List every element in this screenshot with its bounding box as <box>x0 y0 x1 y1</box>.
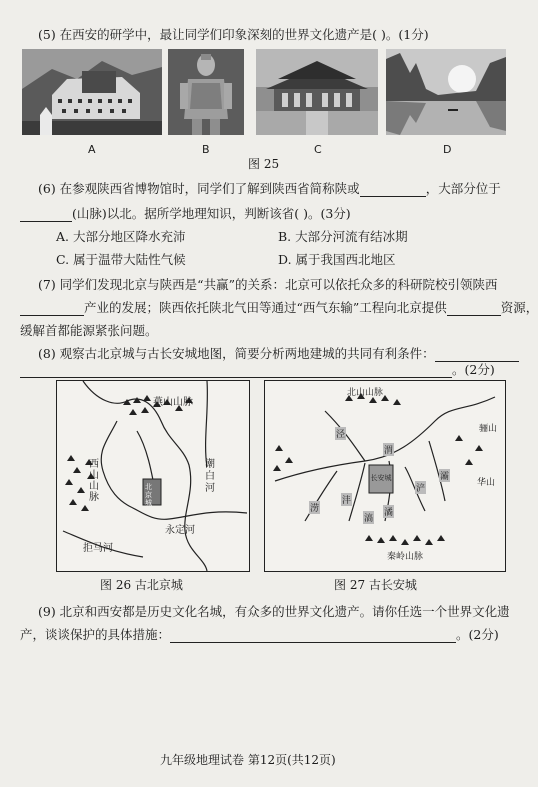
mountain-glyphs <box>65 395 193 511</box>
q8-blank-2[interactable] <box>20 364 452 378</box>
q6-line1 <box>38 181 501 197</box>
q8-line2-end: 。(2分) <box>452 362 495 377</box>
q6-choice-d: D. 属于我国西北地区 <box>278 252 396 267</box>
q9-line2-text: 产，谈谈保护的具体措施： <box>20 627 171 642</box>
q6-blank-mountain[interactable] <box>20 208 72 222</box>
q6-line1-tail: ，大部分位于 <box>425 181 501 196</box>
figure25-caption: 图 25 <box>248 157 280 171</box>
q9-line2 <box>20 627 499 643</box>
label-hao: 滈 <box>363 511 374 524</box>
q6-choice-a: A. 大部分地区降水充沛 <box>56 229 186 244</box>
q6-line2 <box>20 206 351 222</box>
yongding-river-line <box>101 421 247 519</box>
q7-line2 <box>20 300 538 316</box>
label-jue: 潏 <box>383 505 394 518</box>
q7-blank-industry[interactable] <box>20 302 84 316</box>
map-beijing <box>56 380 250 572</box>
q8-blank-1[interactable] <box>435 348 519 362</box>
figure26-caption: 图 26 古北京城 <box>100 578 183 592</box>
q6-line1-text: (6) 在参观陕西省博物馆时，同学们了解到陕西省简称陕或 <box>38 181 360 196</box>
option-a-label: A <box>88 143 96 156</box>
label-beijing-city: 北京城 <box>145 483 152 507</box>
label-ba: 灞 <box>439 469 450 482</box>
label-lao: 涝 <box>309 501 320 514</box>
photo-b-warrior <box>168 49 244 135</box>
q6-choice-b: B. 大部分河流有结冰期 <box>278 229 408 244</box>
q7-line3: 缓解首都能源紧张问题。 <box>20 323 158 338</box>
q7-line2-tail: 资源， <box>500 300 538 315</box>
map-changan <box>264 380 506 572</box>
label-huashan: 华山 <box>477 478 496 488</box>
q9-line2-end: 。(2分) <box>456 627 499 642</box>
q8-line1 <box>38 346 519 362</box>
photo-d-landscape <box>386 49 506 135</box>
option-b-label: B <box>202 143 210 156</box>
label-xishan: 西山山脉 <box>89 459 99 503</box>
q6-blank-abbr[interactable] <box>360 183 426 197</box>
label-feng: 沣 <box>341 493 352 506</box>
q9-line1: (9) 北京和西安都是历史文化名城，有众多的世界文化遗产。请你任选一个世界文化遗 <box>38 604 510 619</box>
q7-line1: (7) 同学们发现北京与陕西是“共赢”的关系：北京可以依托众多的科研院校引领陕西 <box>38 277 498 292</box>
label-chan: 浐 <box>415 481 426 494</box>
figure27-caption: 图 27 古长安城 <box>334 578 417 592</box>
page-footer: 九年级地理试卷 第12页(共12页) <box>160 753 336 767</box>
photo-c-hall <box>256 49 378 135</box>
label-wei: 渭 <box>383 443 394 456</box>
label-lishan: 骊山 <box>479 424 498 434</box>
label-beishan: 北山山脉 <box>347 388 384 398</box>
label-changan-city: 长安城 <box>370 474 392 482</box>
q5-text: (5) 在西安的研学中，最让同学们印象深刻的世界文化遗产是( )。(1分) <box>38 27 429 42</box>
label-yongding: 永定河 <box>165 525 195 536</box>
q7-blank-resource[interactable] <box>447 302 501 316</box>
q9-blank[interactable] <box>170 629 456 643</box>
label-yanshan: 燕山山脉 <box>153 397 193 408</box>
photo-a-palace <box>22 49 162 135</box>
q6-line2-text: (山脉)以北。据所学地理知识，判断该省( )。(3分) <box>72 206 351 221</box>
option-d-label: D <box>443 143 452 156</box>
q7-line2-text: 产业的发展；陕西依托陕北气田等通过“西气东输”工程向北京提供 <box>84 300 447 315</box>
label-chaobai: 潮白河 <box>205 459 215 494</box>
q8-line1-text: (8) 观察古北京城与古长安城地图，简要分析两地建城的共同有利条件： <box>38 346 435 361</box>
label-qinling: 秦岭山脉 <box>387 552 424 562</box>
option-c-label: C <box>314 143 322 156</box>
q8-line2 <box>20 362 495 378</box>
label-jing: 泾 <box>335 427 346 440</box>
label-juma: 拒马河 <box>83 543 113 554</box>
q6-choice-c: C. 属于温带大陆性气候 <box>56 252 186 267</box>
